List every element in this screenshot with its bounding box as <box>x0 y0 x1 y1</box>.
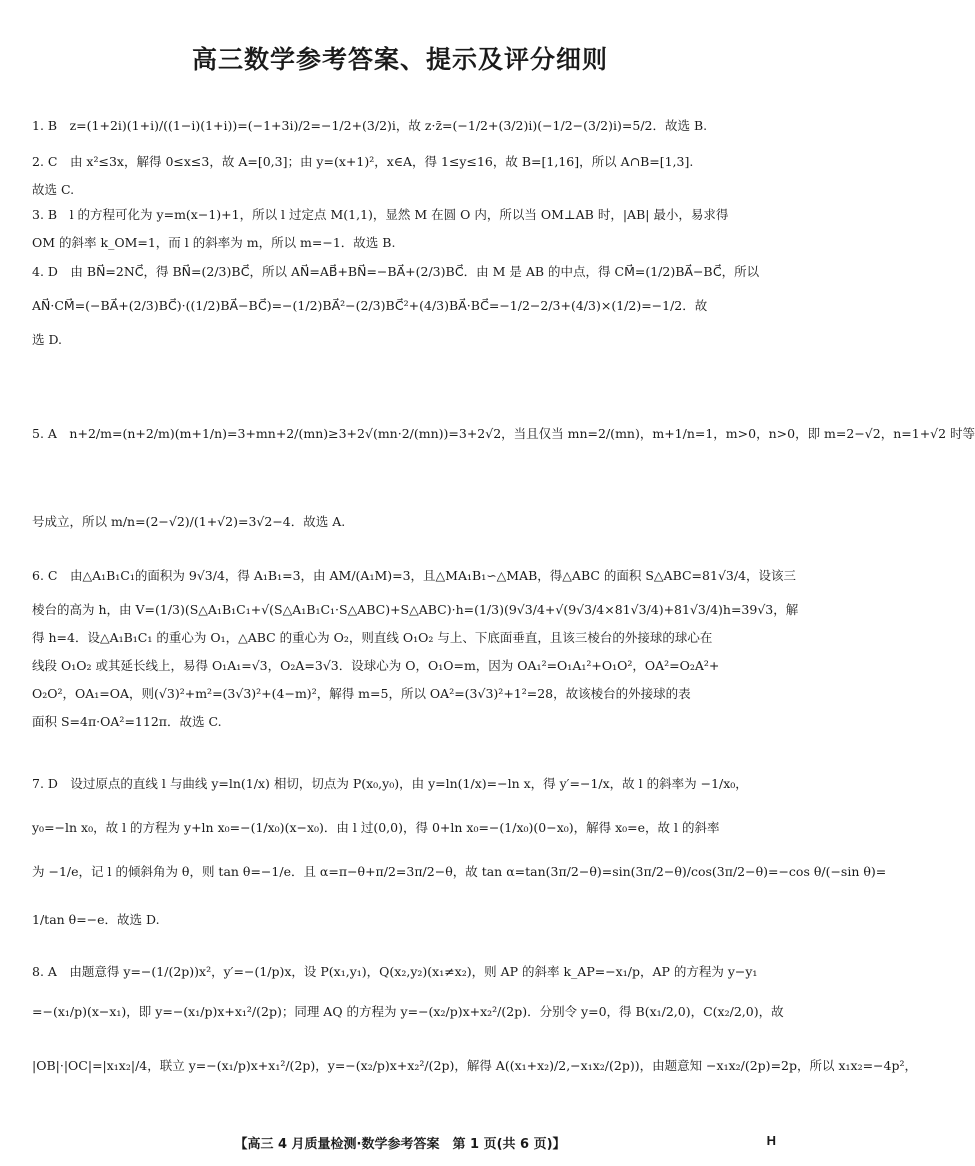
answer-8 <box>32 958 917 1080</box>
answer-line: OM 的斜率 k_OM=1，而 l 的斜率为 m，所以 m=−1．故选 B. <box>32 235 396 250</box>
page-title: 高三数学参考答案、提示及评分细则 <box>191 45 608 74</box>
answer-line: 3. B l 的方程可化为 y=m(x−1)+1，所以 l 过定点 M(1,1)，显然 M 在圆 O 内，所以当 OM⊥AB 时，|AB| 最小，易求得 <box>32 207 729 222</box>
answer-line: 4. D 由 BN⃗=2NC⃗，得 BN⃗=(2/3)BC⃗，所以 AN⃗=AB⃗+BN⃗=−BA⃗+(2/3)BC⃗．由 M 是 AB 的中点，得 CM⃗=(1/2)BA⃗−BC⃗，所以 <box>32 264 760 279</box>
answer-line: 故选 C. <box>32 182 75 197</box>
footer-mark: H <box>766 1133 776 1148</box>
answer-line: 1. B z=(1+2i)(1+i)/((1−i)(1+i))=(−1+3i)/2=−1/2+(3/2)i，故 z·z̄=(−1/2+(3/2)i)(−1/2−(3/2)i)=5/2．故选 B. <box>32 118 708 133</box>
answer-line: y₀=−ln x₀，故 l 的方程为 y+ln x₀=−(1/x₀)(x−x₀)．由 l 过(0,0)，得 0+ln x₀=−(1/x₀)(0−x₀)，解得 x₀=e，故 l 的斜率 <box>32 820 720 835</box>
answer-line: =−(x₁/p)(x−x₁)，即 y=−(x₁/p)x+x₁²/(2p)；同理 AQ 的方程为 y=−(x₂/p)x+x₂²/(2p)．分别令 y=0，得 B(x₁/2,0)，C(x₂/2,0)，故 <box>32 1004 784 1019</box>
answer-line: 号成立，所以 m/n=(2−√2)/(1+√2)=3√2−4．故选 A. <box>32 514 346 529</box>
answer-line: 7. D 设过原点的直线 l 与曲线 y=ln(1/x) 相切，切点为 P(x₀,y₀)，由 y=ln(1/x)=−ln x，得 y′=−1/x，故 l 的斜率为 −1/x₀， <box>32 776 748 791</box>
answer-line: 6. C 由△A₁B₁C₁的面积为 9√3/4，得 A₁B₁=3，由 AM/(A₁M)=3，且△MA₁B₁∽△MAB，得△ABC 的面积 S△ABC=81√3/4，设该三 <box>32 568 797 583</box>
answer-line: 8. A 由题意得 y=−(1/(2p))x²，y′=−(1/p)x，设 P(x₁,y₁)，Q(x₂,y₂)(x₁≠x₂)，则 AP 的斜率 k_AP=−x₁/p，AP 的方程为 y−y₁ <box>32 964 758 979</box>
answer-6 <box>32 562 799 736</box>
answer-1 <box>32 112 776 140</box>
answer-line: 5. A n+2/m=(n+2/m)(m+1/n)=3+mn+2/(mn)≥3+2√(mn·2/(mn))=3+2√2，当且仅当 mn=2/(mn)，m+1/n=1，m>0，n>0，即 m=2−√2，n=1+√2 时等 <box>32 426 975 441</box>
answer-line: 面积 S=4π·OA²=112π．故选 C. <box>32 714 222 729</box>
page-footer: 【高三 4 月质量检测·数学参考答案 第 1 页(共 6 页)】 <box>234 1137 566 1152</box>
answer-7 <box>32 770 887 934</box>
answer-line: 棱台的高为 h，由 V=(1/3)(S△A₁B₁C₁+√(S△A₁B₁C₁·S△ABC)+S△ABC)·h=(1/3)(9√3/4+√(9√3/4×81√3/4)+81√3/4)h=39√3，解 <box>32 602 799 617</box>
answer-line: 选 D. <box>32 332 63 347</box>
answer-line: |OB|·|OC|=|x₁x₂|/4，联立 y=−(x₁/p)x+x₁²/(2p)，y=−(x₂/p)x+x₂²/(2p)，解得 A((x₁+x₂)/2,−x₁x₂/(2p))，由题意知 −x₁x₂/(2p)=2p，所以 x₁x₂=−4p²， <box>32 1058 917 1073</box>
answer-line: O₂O²，OA₁=OA，则(√3)²+m²=(3√3)²+(4−m)²，解得 m=5，所以 OA²=(3√3)²+1²=28，故该棱台的外接球的表 <box>32 686 691 701</box>
answer-4 <box>32 258 776 354</box>
answer-5 <box>32 420 975 536</box>
answer-line: 2. C 由 x²≤3x，解得 0≤x≤3，故 A=[0,3]；由 y=(x+1)²，x∈A，得 1≤y≤16，故 B=[1,16]，所以 A∩B=[1,3]. <box>32 154 694 169</box>
answer-line: AN⃗·CM⃗=(−BA⃗+(2/3)BC⃗)·((1/2)BA⃗−BC⃗)=−(1/2)BA⃗²−(2/3)BC⃗²+(4/3)BA⃗·BC⃗=−1/2−2/3+(4/3)×(1/2)=−1/2．故 <box>32 298 708 313</box>
answer-line: 线段 O₁O₂ 或其延长线上，易得 O₁A₁=√3，O₂A=3√3．设球心为 O，O₁O=m，因为 OA₁²=O₁A₁²+O₁O²，OA²=O₂A²+ <box>32 658 720 673</box>
answer-line: 得 h=4．设△A₁B₁C₁ 的重心为 O₁，△ABC 的重心为 O₂，则直线 O₁O₂ 与上、下底面垂直，且该三棱台的外接球的球心在 <box>32 630 713 645</box>
answer-2 <box>32 148 776 204</box>
answer-3 <box>32 201 776 257</box>
answer-line: 为 −1/e，记 l 的倾斜角为 θ，则 tan θ=−1/e．且 α=π−θ+π/2=3π/2−θ，故 tan α=tan(3π/2−θ)=sin(3π/2−θ)/cos(3π/2−θ)=−cos θ/(−sin θ)= <box>32 864 887 879</box>
answer-line: 1/tan θ=−e．故选 D. <box>32 912 160 927</box>
